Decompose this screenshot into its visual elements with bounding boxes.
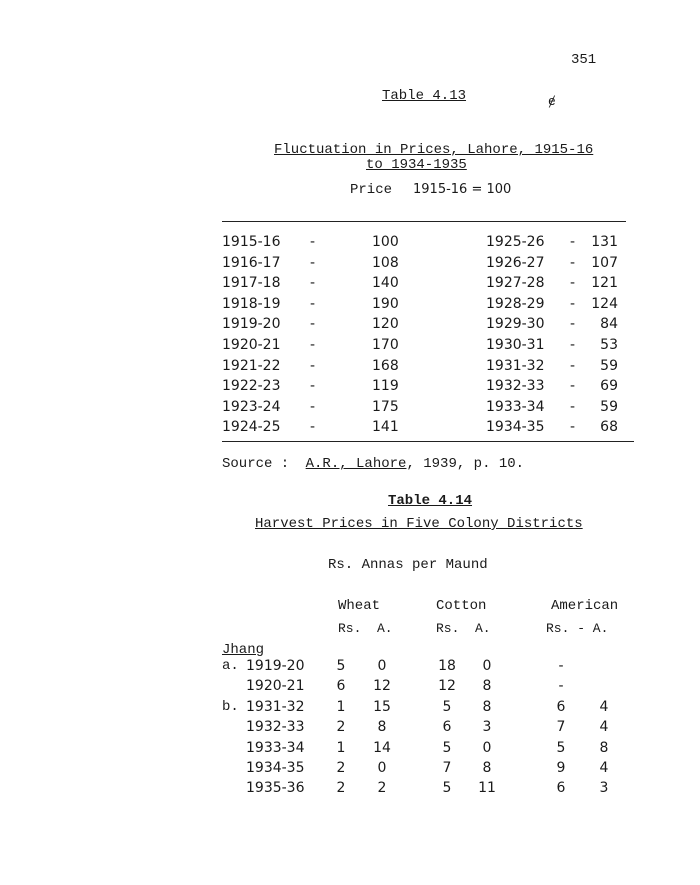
column-header-wheat: Wheat bbox=[338, 598, 381, 614]
value-cell: 108 bbox=[372, 254, 399, 271]
wheat-rs-cell: 6 bbox=[336, 678, 346, 695]
cotton-rs-cell: 6 bbox=[442, 719, 452, 736]
year-cell: 1933-34 bbox=[246, 739, 305, 756]
cotton-annas-cell: 8 bbox=[482, 760, 492, 776]
value-cell: 69 bbox=[600, 378, 618, 395]
value-cell: 131 bbox=[591, 234, 618, 250]
table-4-13-top-rule bbox=[222, 221, 626, 222]
value-cell: 168 bbox=[372, 357, 399, 374]
year-cell: 1916-17 bbox=[222, 254, 281, 271]
dash-cell: - bbox=[570, 295, 576, 312]
year-cell: 1928-29 bbox=[486, 295, 545, 312]
table-row bbox=[0, 275, 700, 295]
year-cell: 1932-33 bbox=[246, 719, 305, 736]
american-rs-cell: 7 bbox=[556, 719, 566, 736]
value-cell: 100 bbox=[372, 234, 399, 250]
year-cell: 1921-22 bbox=[222, 357, 281, 374]
table-row bbox=[0, 399, 700, 419]
table-4-14-label: Table 4.14 bbox=[388, 493, 473, 509]
dash-cell: - bbox=[570, 316, 576, 333]
year-cell: 1917-18 bbox=[222, 275, 281, 292]
value-cell: 119 bbox=[372, 378, 399, 395]
value-cell: 141 bbox=[372, 419, 399, 436]
column-header-american: American bbox=[551, 598, 619, 614]
source-reference: A.R., Lahore bbox=[305, 456, 407, 472]
year-cell: 1919-20 bbox=[246, 658, 305, 674]
district-jhang: Jhang bbox=[222, 642, 265, 658]
american-rs-cell: 6 bbox=[556, 780, 566, 797]
dash-cell: - bbox=[310, 295, 316, 312]
wheat-rs-cell: 5 bbox=[336, 658, 346, 674]
year-cell: 1920-21 bbox=[246, 678, 305, 695]
table-4-13-title-line2: to 1934-1935 bbox=[366, 157, 467, 173]
value-cell: 120 bbox=[372, 316, 399, 333]
year-cell: 1931-32 bbox=[246, 698, 305, 715]
cotton-rs-cell: 7 bbox=[442, 760, 452, 776]
cotton-rs-cell: 12 bbox=[438, 678, 456, 695]
dash-cell: - bbox=[570, 234, 576, 250]
year-cell: 1926-27 bbox=[486, 254, 545, 271]
dash-cell: - bbox=[310, 378, 316, 395]
dash-cell: - bbox=[570, 357, 576, 374]
value-cell: 175 bbox=[372, 398, 399, 415]
column-header-cotton: Cotton bbox=[436, 598, 487, 614]
value-cell: 124 bbox=[591, 295, 618, 312]
table-row bbox=[0, 678, 700, 698]
wheat-rs-cell: 1 bbox=[336, 739, 346, 756]
value-cell: 68 bbox=[600, 419, 618, 436]
year-cell: 1933-34 bbox=[486, 398, 545, 415]
value-cell: 140 bbox=[372, 275, 399, 292]
row-marker: b. bbox=[222, 698, 239, 715]
cotton-annas-cell: 11 bbox=[478, 780, 496, 797]
wheat-annas-cell: 12 bbox=[373, 678, 391, 695]
wheat-annas-cell: 2 bbox=[377, 780, 387, 797]
table-row bbox=[0, 419, 700, 439]
dash-cell: - bbox=[310, 357, 316, 374]
cotton-annas-cell: 8 bbox=[482, 698, 492, 715]
dash-cell: - bbox=[570, 398, 576, 415]
year-cell: 1929-30 bbox=[486, 316, 545, 333]
value-cell: 107 bbox=[591, 254, 618, 271]
american-annas-cell: 4 bbox=[599, 698, 609, 715]
american-annas-cell: 4 bbox=[599, 760, 609, 776]
source-label: Source : bbox=[222, 456, 290, 472]
year-cell: 1931-32 bbox=[486, 357, 545, 374]
american-rs-cell: - bbox=[558, 678, 564, 695]
american-annas-cell: 3 bbox=[599, 780, 609, 797]
wheat-rs-cell: 2 bbox=[336, 760, 346, 776]
american-annas-cell: 4 bbox=[599, 719, 609, 736]
american-rs-cell: - bbox=[558, 658, 564, 674]
table-row bbox=[0, 780, 700, 800]
wheat-annas-cell: 0 bbox=[377, 658, 387, 674]
year-cell: 1927-28 bbox=[486, 275, 545, 292]
year-cell: 1934-35 bbox=[486, 419, 545, 436]
dash-cell: - bbox=[310, 275, 316, 292]
column-subheader-cotton: Rs. A. bbox=[436, 621, 491, 636]
cotton-rs-cell: 18 bbox=[438, 658, 456, 674]
table-4-13-title-line1: Fluctuation in Prices, Lahore, 1915-16 bbox=[274, 142, 594, 158]
year-cell: 1920-21 bbox=[222, 337, 281, 353]
table-row bbox=[0, 699, 700, 719]
table-4-13-subtitle-left: Price bbox=[350, 182, 393, 198]
table-row bbox=[0, 234, 700, 254]
column-subheader-american: Rs. - A. bbox=[546, 621, 609, 636]
column-subheader-wheat: Rs. A. bbox=[338, 621, 393, 636]
year-cell: 1915-16 bbox=[222, 234, 281, 250]
year-cell: 1932-33 bbox=[486, 378, 545, 395]
wheat-rs-cell: 2 bbox=[336, 719, 346, 736]
dash-cell: - bbox=[310, 316, 316, 333]
value-cell: 84 bbox=[600, 316, 618, 333]
dash-cell: - bbox=[310, 337, 316, 353]
dash-cell: - bbox=[310, 419, 316, 436]
value-cell: 190 bbox=[372, 295, 399, 312]
year-cell: 1919-20 bbox=[222, 316, 281, 333]
table-row bbox=[0, 316, 700, 336]
value-cell: 59 bbox=[600, 398, 618, 415]
value-cell: 170 bbox=[372, 337, 399, 353]
source-line bbox=[222, 456, 524, 472]
wheat-rs-cell: 1 bbox=[336, 698, 346, 715]
value-cell: 59 bbox=[600, 357, 618, 374]
cotton-annas-cell: 0 bbox=[482, 658, 492, 674]
table-4-13-bottom-rule bbox=[222, 441, 634, 442]
cotton-rs-cell: 5 bbox=[442, 739, 452, 756]
year-cell: 1925-26 bbox=[486, 234, 545, 250]
dash-cell: - bbox=[570, 275, 576, 292]
dash-cell: - bbox=[310, 398, 316, 415]
cotton-annas-cell: 3 bbox=[482, 719, 492, 736]
wheat-annas-cell: 8 bbox=[377, 719, 387, 736]
table-row bbox=[0, 658, 700, 678]
cotton-rs-cell: 5 bbox=[442, 780, 452, 797]
table-row bbox=[0, 358, 700, 378]
year-cell: 1918-19 bbox=[222, 295, 281, 312]
wheat-annas-cell: 14 bbox=[373, 739, 391, 756]
dash-cell: - bbox=[570, 254, 576, 271]
american-rs-cell: 5 bbox=[556, 739, 566, 756]
american-rs-cell: 6 bbox=[556, 698, 566, 715]
table-row bbox=[0, 337, 700, 357]
stray-mark: ɇ bbox=[548, 94, 556, 109]
wheat-rs-cell: 2 bbox=[336, 780, 346, 797]
year-cell: 1930-31 bbox=[486, 337, 545, 353]
american-annas-cell: 8 bbox=[599, 739, 609, 756]
wheat-annas-cell: 0 bbox=[377, 760, 387, 776]
source-details: , 1939, p. 10. bbox=[406, 456, 525, 472]
table-4-14-units: Rs. Annas per Maund bbox=[328, 557, 488, 573]
table-row bbox=[0, 760, 700, 780]
table-4-13-label: Table 4.13 bbox=[382, 88, 467, 104]
table-row bbox=[0, 255, 700, 275]
dash-cell: - bbox=[570, 419, 576, 436]
table-row bbox=[0, 719, 700, 739]
value-cell: 121 bbox=[591, 275, 618, 292]
cotton-annas-cell: 0 bbox=[482, 739, 492, 756]
year-cell: 1924-25 bbox=[222, 419, 281, 436]
table-4-14-title: Harvest Prices in Five Colony Districts bbox=[255, 516, 583, 532]
row-marker: a. bbox=[222, 658, 239, 674]
table-row bbox=[0, 740, 700, 760]
table-4-13-subtitle-right: 1915-16 = 100 bbox=[413, 182, 512, 197]
dash-cell: - bbox=[570, 337, 576, 353]
cotton-rs-cell: 5 bbox=[442, 698, 452, 715]
page-number: 351 bbox=[571, 52, 597, 68]
wheat-annas-cell: 15 bbox=[373, 698, 391, 715]
table-row bbox=[0, 296, 700, 316]
dash-cell: - bbox=[310, 254, 316, 271]
american-rs-cell: 9 bbox=[556, 760, 566, 776]
year-cell: 1935-36 bbox=[246, 780, 305, 797]
dash-cell: - bbox=[310, 234, 316, 250]
year-cell: 1934-35 bbox=[246, 760, 305, 776]
cotton-annas-cell: 8 bbox=[482, 678, 492, 695]
year-cell: 1923-24 bbox=[222, 398, 281, 415]
value-cell: 53 bbox=[600, 337, 618, 353]
table-row bbox=[0, 378, 700, 398]
dash-cell: - bbox=[570, 378, 576, 395]
year-cell: 1922-23 bbox=[222, 378, 281, 395]
